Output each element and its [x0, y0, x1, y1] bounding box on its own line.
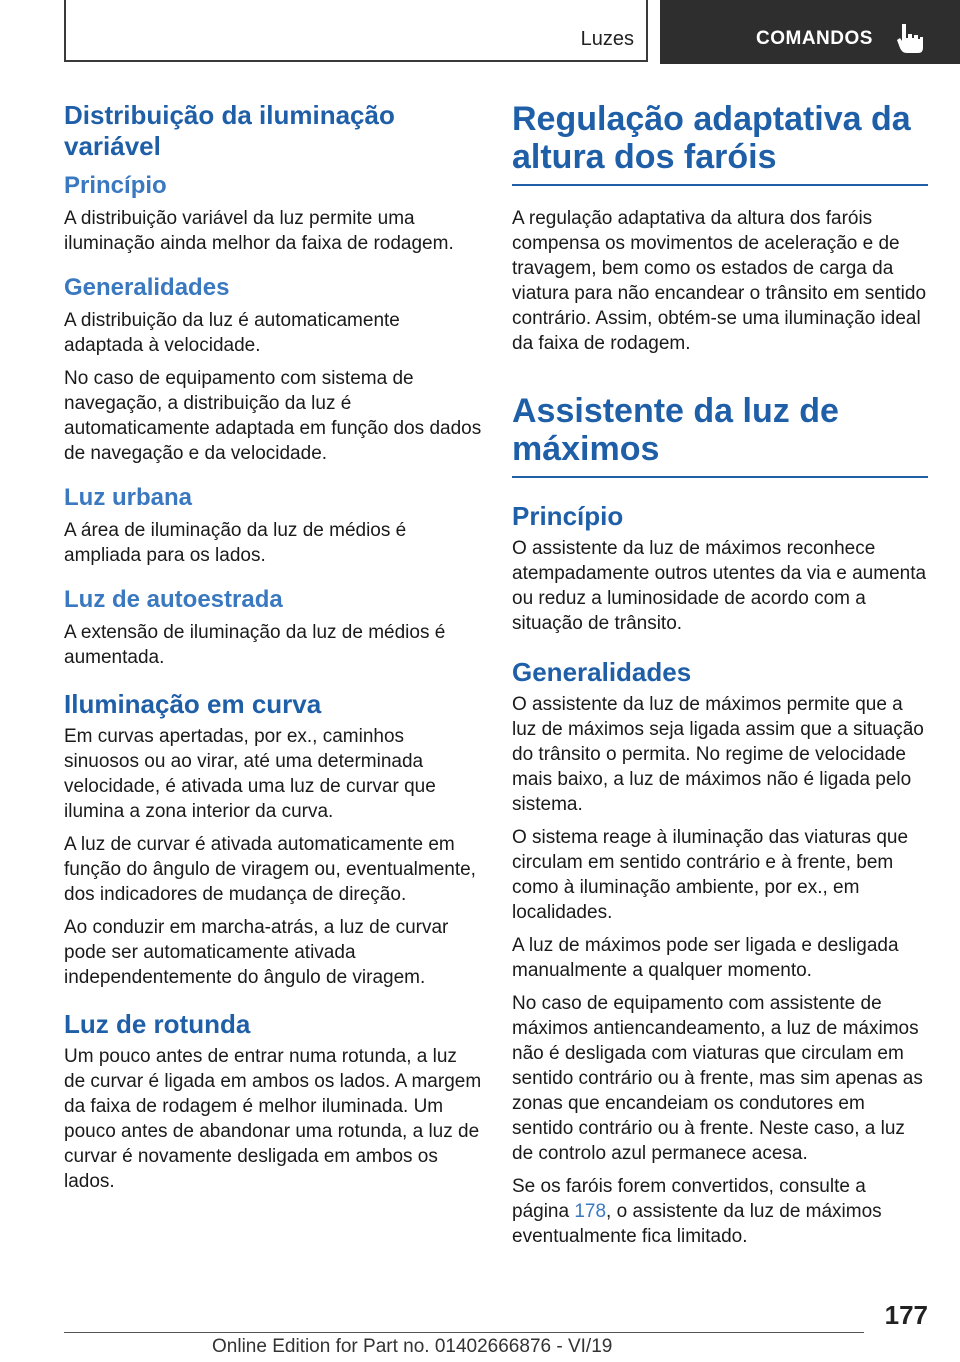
subheading: Iluminação em curva: [64, 689, 322, 719]
paragraph: A distribuição variável da luz permite uma iluminação ainda melhor da faixa de rodagem.: [64, 208, 454, 254]
subheading: Princípio: [64, 172, 167, 199]
paragraph: A luz de curvar é ativada automaticamente em função do ângulo de viragem ou, eventualmente, dos indicadores de mudança de direção.: [64, 834, 476, 905]
section-tab: [64, 0, 648, 62]
section-heading: Distribuição da iluminação variável: [64, 100, 395, 161]
subheading: Luz urbana: [64, 484, 193, 511]
pointing-hand-icon: [896, 22, 924, 54]
paragraph: O assistente da luz de máximos reconhece atempadamente outros utentes da via e aumenta ou reduz a luminosidade de acordo com a situação de trânsito.: [512, 538, 927, 634]
text-span: , o assistente da luz de máximos eventualmente fica limitado.: [512, 1201, 882, 1247]
subheading: Luz de autoestrada: [64, 586, 283, 613]
right-column: [512, 100, 928, 1257]
paragraph: A regulação adaptativa da altura dos faróis compensa os movimentos de aceleração e de travagem, bem como os estados de carga da viatura para não encandear o trânsito em sentido contrário. Assim, obtém-se uma iluminação ideal da faixa de rodagem.: [512, 208, 927, 354]
left-column: [64, 100, 482, 1202]
paragraph: Um pouco antes de entrar numa rotunda, a luz de curvar é ligada em ambos os lados. A margem da faixa de rodagem é melhor iluminada. Um pouco antes de abandonar uma rotunda, a luz de curvar é novamente desligada em ambos os lados.: [64, 1046, 482, 1192]
page-number: 177: [884, 1300, 928, 1330]
chapter-heading: Regulação adaptativa da altura dos faróis: [512, 100, 928, 186]
subheading: Generalidades: [512, 657, 692, 687]
paragraph: Em curvas apertadas, por ex., caminhos sinuosos ou ao virar, até uma determinada velocidade, é ativada uma luz de curvar que ilumina a zona interior da curva.: [64, 726, 436, 822]
paragraph: A luz de máximos pode ser ligada e desligada manualmente a qualquer momento.: [512, 935, 899, 981]
chapter-title: COMANDOS: [756, 28, 873, 49]
paragraph: A área de iluminação da luz de médios é ampliada para os lados.: [64, 520, 407, 566]
paragraph: Ao conduzir em marcha-atrás, a luz de curvar pode ser automaticamente ativada independentemente do ângulo de viragem.: [64, 917, 449, 988]
page-link[interactable]: 178: [574, 1201, 607, 1222]
footer-divider: [64, 1332, 864, 1333]
paragraph: No caso de equipamento com sistema de navegação, a distribuição da luz é automaticamente adaptada em função dos dados de navegação e da velocidade.: [64, 368, 482, 464]
subheading: Generalidades: [64, 274, 230, 301]
edition-footer: Online Edition for Part no. 01402666876 - VI/19: [212, 1336, 613, 1357]
subheading: Princípio: [512, 501, 624, 531]
section-title: Luzes: [580, 28, 634, 50]
chapter-heading: Assistente da luz de máximos: [512, 392, 928, 478]
paragraph: O assistente da luz de máximos permite que a luz de máximos seja ligada assim que a situação do trânsito o permita. No regime de velocidade mais baixo, a luz de máximos não é ligada pelo sistema.: [512, 694, 924, 815]
page-header: [0, 0, 960, 66]
subheading: Luz de rotunda: [64, 1009, 251, 1039]
paragraph: A extensão de iluminação da luz de médios é aumentada.: [64, 622, 446, 668]
paragraph: No caso de equipamento com assistente de máximos antiencandeamento, a luz de máximos não é desligada com viaturas que circulam em sentido contrário ou à frente, mas sim apenas as zonas que encandeiam os condutores em sentido contrário ou à frente. Neste caso, a luz de controlo azul permanece acesa.: [512, 993, 923, 1164]
text-span: Se os faróis forem convertidos, consulte a página: [512, 1176, 866, 1222]
chapter-tab: [660, 0, 960, 64]
paragraph: [512, 1174, 928, 1249]
paragraph: O sistema reage à iluminação das viaturas que circulam em sentido contrário e à frente, bem como à iluminação ambiente, por ex., em localidades.: [512, 827, 909, 923]
paragraph: A distribuição da luz é automaticamente adaptada à velocidade.: [64, 310, 400, 356]
